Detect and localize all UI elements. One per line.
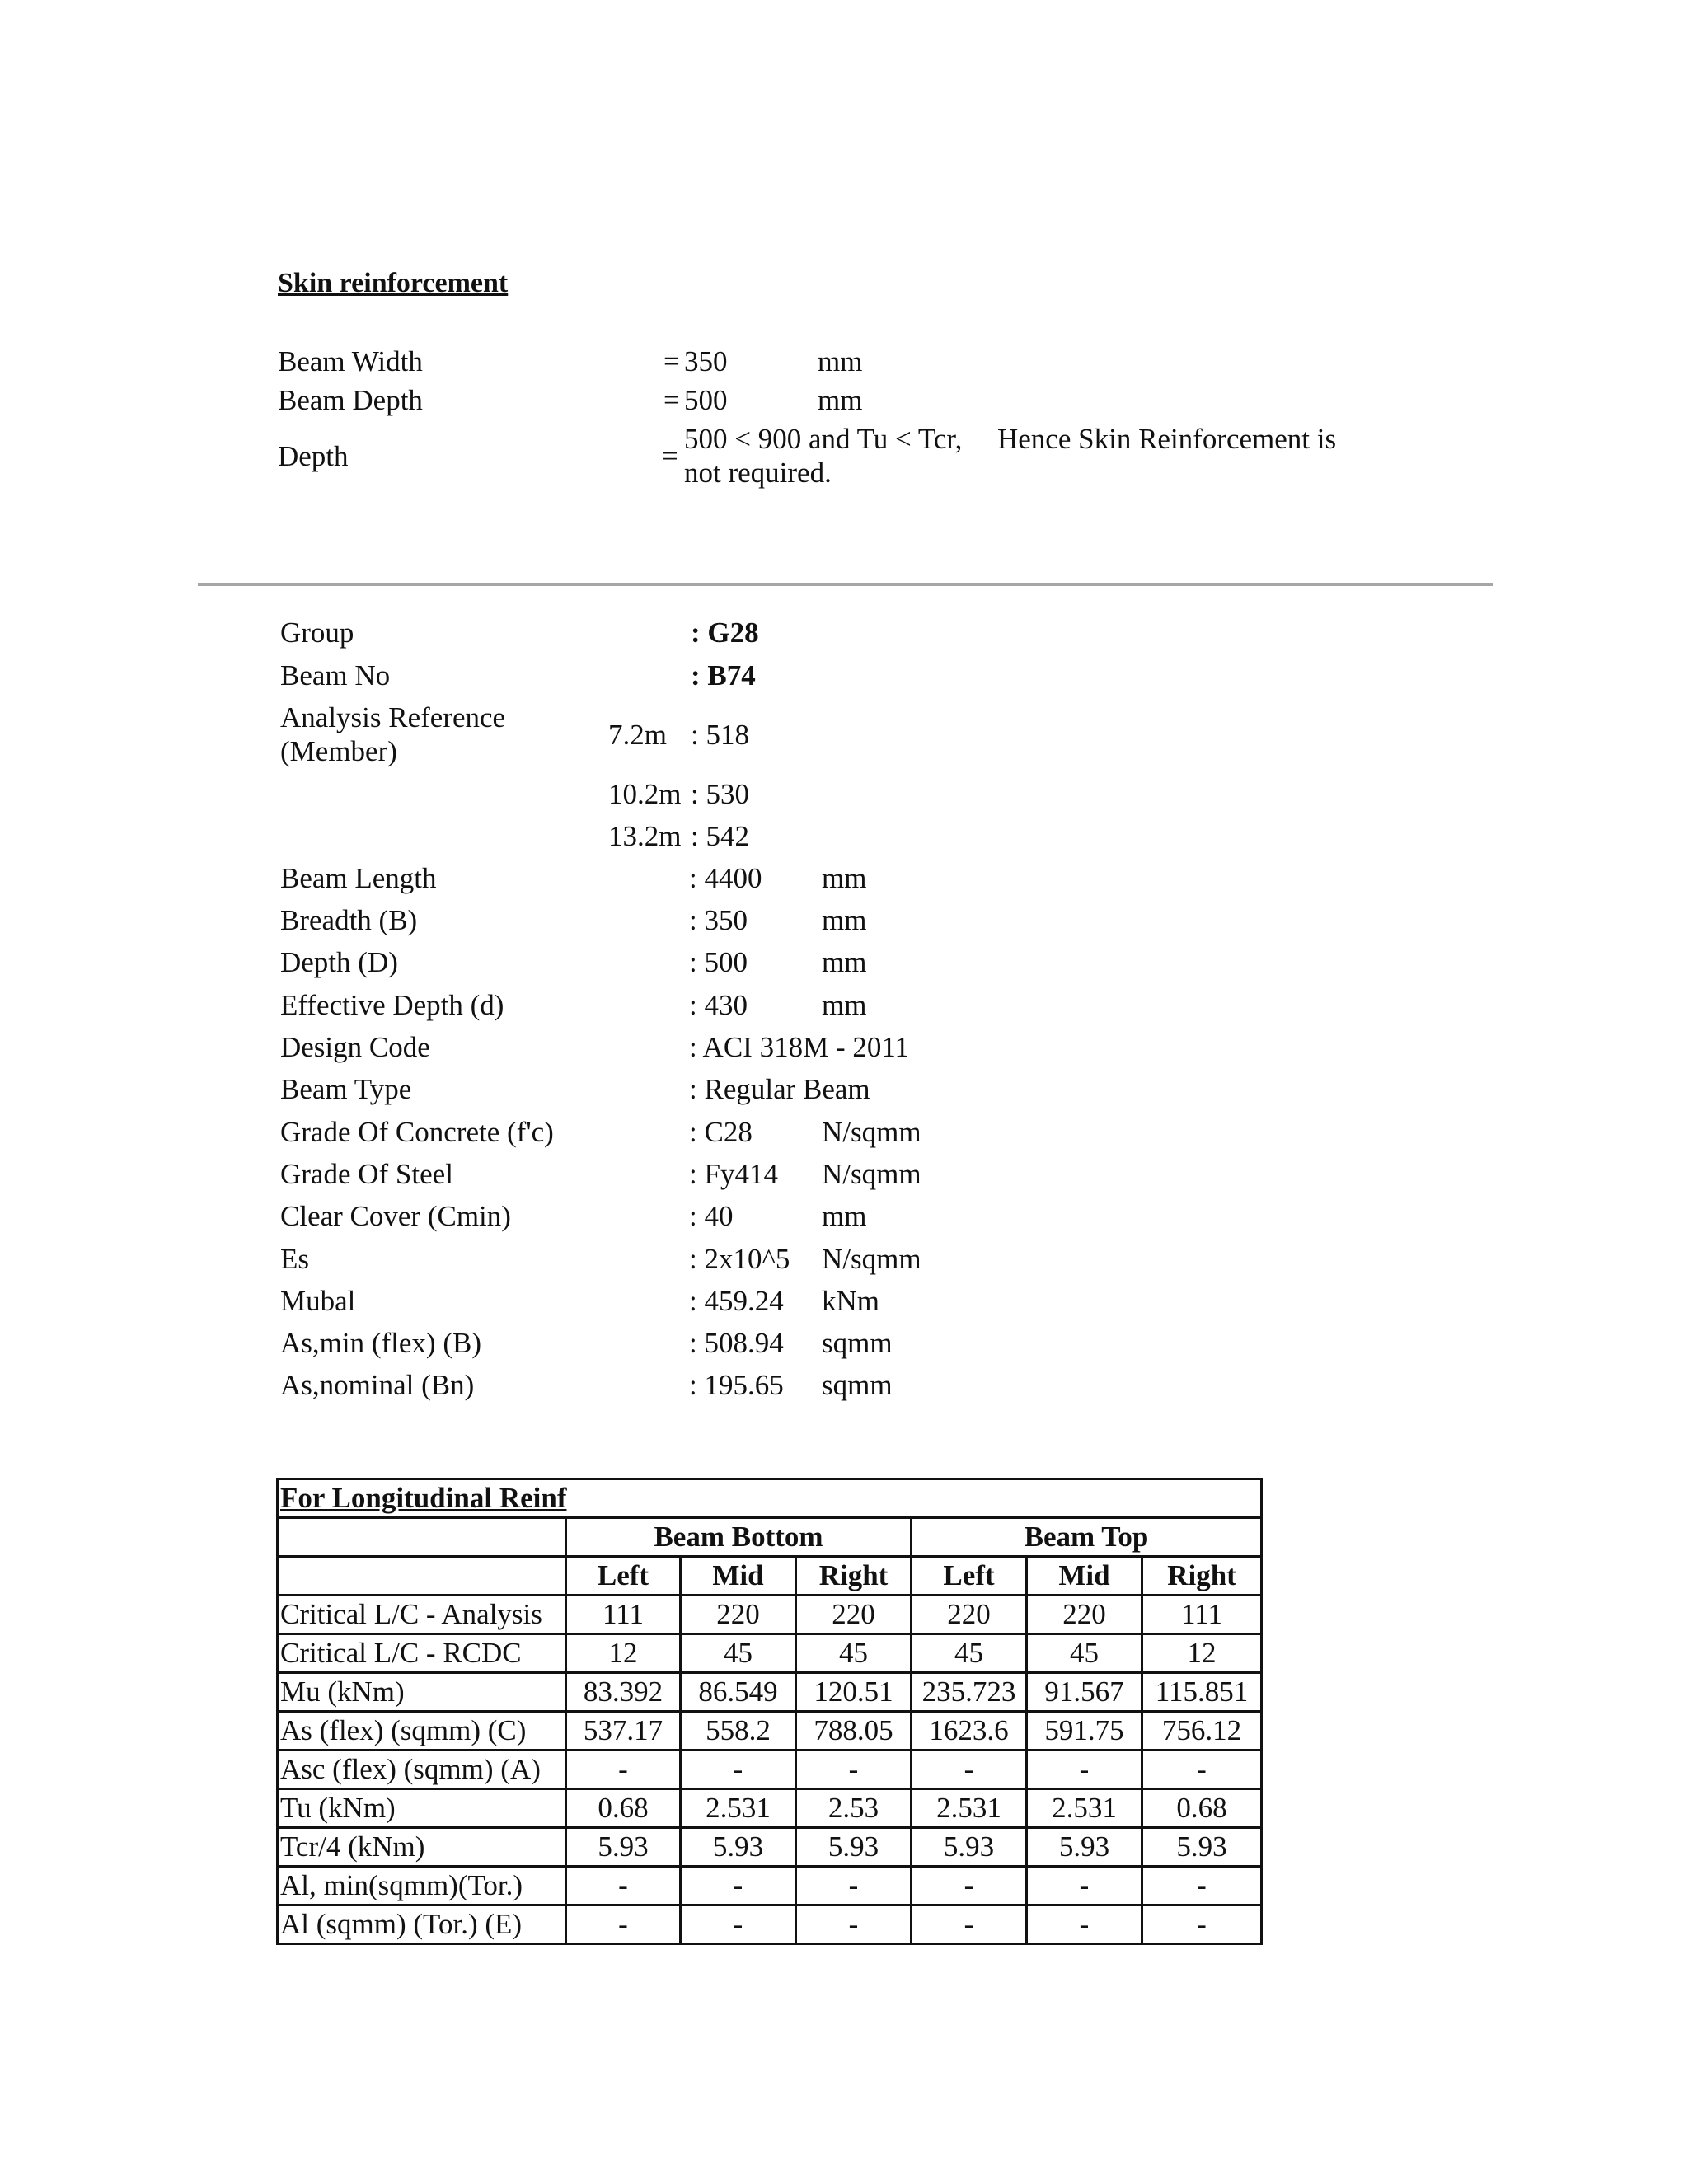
table-cell: - xyxy=(796,1867,912,1905)
table-row xyxy=(278,1596,1262,1634)
beam-depth-label: Beam Depth xyxy=(278,384,423,416)
prop-label: Depth (D) xyxy=(280,946,398,978)
table-cell: 5.93 xyxy=(681,1828,796,1867)
empty-header-cell xyxy=(278,1518,566,1557)
prop-value: : Regular Beam xyxy=(689,1073,870,1105)
column-header: Right xyxy=(1142,1557,1262,1596)
prop-value: : 40 xyxy=(689,1200,734,1232)
row-label: Tcr/4 (kNm) xyxy=(278,1828,566,1867)
skin-title: Skin reinforcement xyxy=(278,268,509,298)
beam-width-unit: mm xyxy=(818,345,863,377)
prop-unit: N/sqmm xyxy=(822,1243,921,1275)
table-cell: - xyxy=(912,1750,1027,1789)
table-cell: 111 xyxy=(1142,1596,1262,1634)
prop-value: : 459.24 xyxy=(689,1285,784,1317)
ref-value: : 518 xyxy=(691,719,749,751)
table-row xyxy=(278,1634,1262,1673)
table-cell: 115.851 xyxy=(1142,1673,1262,1712)
column-header: Mid xyxy=(1027,1557,1142,1596)
prop-label: Es xyxy=(280,1243,309,1275)
beam-depth-eq: = xyxy=(663,384,680,416)
table-cell: 120.51 xyxy=(796,1673,912,1712)
row-label: Critical L/C - Analysis xyxy=(278,1596,566,1634)
table-cell: 0.68 xyxy=(1142,1789,1262,1828)
table-cell: - xyxy=(1142,1905,1262,1944)
prop-value: : 195.65 xyxy=(689,1369,784,1401)
prop-label: Grade Of Concrete (f'c) xyxy=(280,1116,554,1148)
table-column-header-row xyxy=(278,1557,1262,1596)
table-cell: - xyxy=(1142,1867,1262,1905)
table-cell: - xyxy=(912,1905,1027,1944)
table-cell: - xyxy=(1027,1867,1142,1905)
table-cell: 1623.6 xyxy=(912,1712,1027,1750)
prop-value: : 430 xyxy=(689,989,748,1021)
depth-line1b: Hence Skin Reinforcement is xyxy=(997,423,1337,455)
analysis-label-2: (Member) xyxy=(280,735,397,767)
table-cell: - xyxy=(796,1905,912,1944)
beamno-value: : B74 xyxy=(691,659,756,691)
table-cell: 12 xyxy=(566,1634,681,1673)
beam-depth-value: 500 xyxy=(684,384,728,416)
depth-eq: = xyxy=(662,440,678,472)
group-value: : G28 xyxy=(691,616,759,649)
prop-unit: N/sqmm xyxy=(822,1116,921,1148)
table-cell: 235.723 xyxy=(912,1673,1027,1712)
table-cell: 756.12 xyxy=(1142,1712,1262,1750)
table-caption-row xyxy=(278,1479,1262,1518)
table-cell: - xyxy=(796,1750,912,1789)
table-cell: 111 xyxy=(566,1596,681,1634)
prop-value: : 500 xyxy=(689,946,748,978)
table-group-header-row xyxy=(278,1518,1262,1557)
table-cell: 2.53 xyxy=(796,1789,912,1828)
table-cell: - xyxy=(681,1750,796,1789)
column-header: Right xyxy=(796,1557,912,1596)
depth-label: Depth xyxy=(278,440,349,472)
table-cell: 45 xyxy=(1027,1634,1142,1673)
prop-label: As,nominal (Bn) xyxy=(280,1369,475,1401)
beam-depth-unit: mm xyxy=(818,384,863,416)
depth-line2: not required. xyxy=(684,457,832,489)
table-body xyxy=(278,1596,1262,1944)
column-header: Mid xyxy=(681,1557,796,1596)
prop-unit: sqmm xyxy=(822,1369,893,1401)
table-cell: - xyxy=(681,1905,796,1944)
beam-width-value: 350 xyxy=(684,345,728,377)
table-row xyxy=(278,1905,1262,1944)
table-cell: 45 xyxy=(912,1634,1027,1673)
prop-label: Beam Length xyxy=(280,862,437,894)
row-label: Al (sqmm) (Tor.) (E) xyxy=(278,1905,566,1944)
prop-unit: sqmm xyxy=(822,1327,893,1359)
row-label: As (flex) (sqmm) (C) xyxy=(278,1712,566,1750)
prop-value: : ACI 318M - 2011 xyxy=(689,1031,910,1063)
row-label: Mu (kNm) xyxy=(278,1673,566,1712)
beamno-label: Beam No xyxy=(280,659,391,691)
table-cell: 12 xyxy=(1142,1634,1262,1673)
table-cell: 5.93 xyxy=(566,1828,681,1867)
table-cell: 5.93 xyxy=(1142,1828,1262,1867)
table-cell: 220 xyxy=(796,1596,912,1634)
table-cell: 45 xyxy=(681,1634,796,1673)
table-cell: - xyxy=(1027,1905,1142,1944)
table-cell: - xyxy=(681,1867,796,1905)
ref-pos: 7.2m xyxy=(608,719,667,751)
table-cell: 91.567 xyxy=(1027,1673,1142,1712)
group-label: Group xyxy=(280,616,354,649)
longitudinal-reinf-table xyxy=(276,1478,1263,1945)
prop-label: Effective Depth (d) xyxy=(280,989,504,1021)
beam-width-eq: = xyxy=(663,345,680,377)
table-cell: - xyxy=(566,1750,681,1789)
prop-value: : Fy414 xyxy=(689,1158,778,1190)
table-cell: 5.93 xyxy=(796,1828,912,1867)
table-cell: - xyxy=(566,1867,681,1905)
prop-unit: mm xyxy=(822,989,867,1021)
prop-unit: N/sqmm xyxy=(822,1158,921,1190)
prop-label: Grade Of Steel xyxy=(280,1158,453,1190)
column-header: Left xyxy=(566,1557,681,1596)
table-cell: 220 xyxy=(681,1596,796,1634)
empty-header-cell xyxy=(278,1557,566,1596)
analysis-label-1: Analysis Reference xyxy=(280,701,506,733)
prop-value: : 2x10^5 xyxy=(689,1243,790,1275)
ref-pos: 10.2m xyxy=(608,778,682,810)
table-cell: 537.17 xyxy=(566,1712,681,1750)
table-row xyxy=(278,1828,1262,1867)
table-row xyxy=(278,1867,1262,1905)
table-cell: - xyxy=(1027,1750,1142,1789)
table-cell: 5.93 xyxy=(1027,1828,1142,1867)
prop-value: : 4400 xyxy=(689,862,762,894)
prop-label: Clear Cover (Cmin) xyxy=(280,1200,511,1232)
table-row xyxy=(278,1750,1262,1789)
table-cell: 2.531 xyxy=(912,1789,1027,1828)
prop-unit: mm xyxy=(822,904,867,936)
prop-label: As,min (flex) (B) xyxy=(280,1327,481,1359)
table-cell: 558.2 xyxy=(681,1712,796,1750)
prop-label: Mubal xyxy=(280,1285,356,1317)
ref-value: : 542 xyxy=(691,820,749,852)
table-cell: 0.68 xyxy=(566,1789,681,1828)
ref-value: : 530 xyxy=(691,778,749,810)
table-cell: - xyxy=(912,1867,1027,1905)
prop-value: : 508.94 xyxy=(689,1327,784,1359)
table-cell: - xyxy=(1142,1750,1262,1789)
prop-label: Breadth (B) xyxy=(280,904,418,936)
prop-label: Beam Type xyxy=(280,1073,412,1105)
column-header: Left xyxy=(912,1557,1027,1596)
section-divider xyxy=(198,583,1493,586)
table-row xyxy=(278,1673,1262,1712)
ref-pos: 13.2m xyxy=(608,820,682,852)
row-label: Al, min(sqmm)(Tor.) xyxy=(278,1867,566,1905)
row-label: Asc (flex) (sqmm) (A) xyxy=(278,1750,566,1789)
table-cell: 86.549 xyxy=(681,1673,796,1712)
prop-unit: mm xyxy=(822,862,867,894)
table-cell: 2.531 xyxy=(1027,1789,1142,1828)
table-cell: 45 xyxy=(796,1634,912,1673)
table-cell: 788.05 xyxy=(796,1712,912,1750)
prop-value: : C28 xyxy=(689,1116,753,1148)
table-caption: For Longitudinal Reinf xyxy=(278,1479,1262,1518)
prop-unit: kNm xyxy=(822,1285,879,1317)
beam-width-label: Beam Width xyxy=(278,345,423,377)
table-cell: - xyxy=(566,1905,681,1944)
table-cell: 220 xyxy=(1027,1596,1142,1634)
row-label: Critical L/C - RCDC xyxy=(278,1634,566,1673)
table-cell: 591.75 xyxy=(1027,1712,1142,1750)
table-row xyxy=(278,1789,1262,1828)
beam-top-header: Beam Top xyxy=(912,1518,1262,1557)
table-row xyxy=(278,1712,1262,1750)
prop-label: Design Code xyxy=(280,1031,430,1063)
row-label: Tu (kNm) xyxy=(278,1789,566,1828)
table-cell: 5.93 xyxy=(912,1828,1027,1867)
depth-line1: 500 < 900 and Tu < Tcr, xyxy=(684,423,963,455)
table-cell: 220 xyxy=(912,1596,1027,1634)
prop-value: : 350 xyxy=(689,904,748,936)
table-cell: 83.392 xyxy=(566,1673,681,1712)
prop-unit: mm xyxy=(822,1200,867,1232)
prop-unit: mm xyxy=(822,946,867,978)
table-cell: 2.531 xyxy=(681,1789,796,1828)
beam-bottom-header: Beam Bottom xyxy=(566,1518,912,1557)
